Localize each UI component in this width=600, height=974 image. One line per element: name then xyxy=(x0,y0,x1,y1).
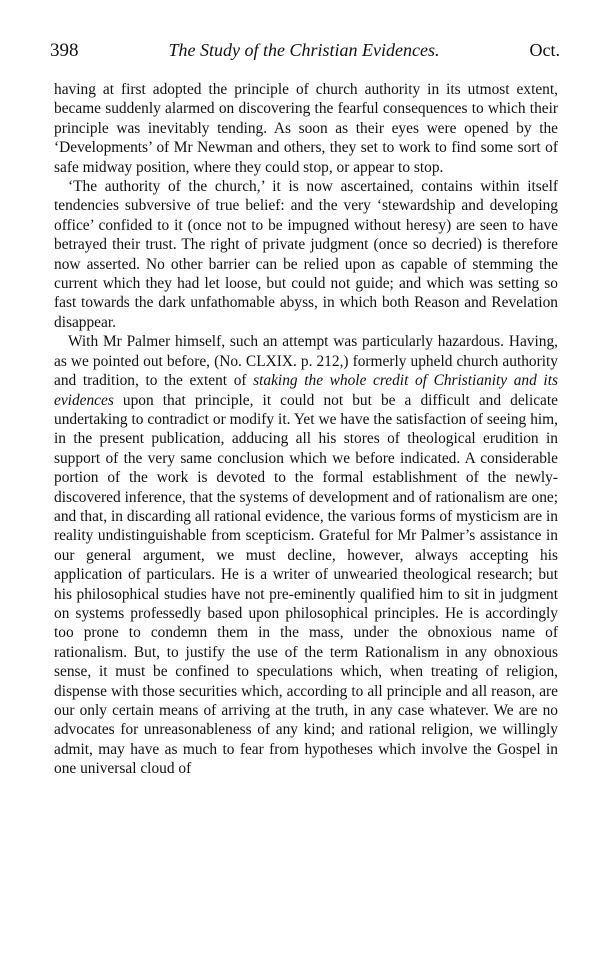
paragraph-3-part-2: upon that principle, it could not but be a difficult and delicate undertaking to contradict or modify it. Yet we have the satisfaction of seeing him, in the present publication, adducing all his stores of theological erudition in support of the very same conclusion which we before indicated. A considerable portion of the work is devoted to the formal establishment of the newly-discovered inference, that the systems of development and of rationalism are one; and that, in discarding all rational evidence, the various forms of mysticism are in reality undistinguishable from scepticism. Grateful for Mr Palmer’s assistance in our general argument, we must decline, however, always accepting his application of particulars. He is a writer of unwearied theological research; but his philosophical studies have not pre-eminently qualified him to sit in judgment on systems professedly based upon philosophical principles. He is accordingly too prone to condemn them in the mass, under the obnoxious name of rationalism. But, to justify the use of the term Rationalism in any obnoxious sense, it must be confined to speculations which, when treating of religion, dispense with those securities which, according to all principle and all reason, are our only certain means of arriving at the truth, in any case whatever. We are no advocates for unreasonableness of any kind; and rational religion, we willingly admit, may have as much to fear from hypotheses which involve the Gospel in one universal cloud of xyxy=(54,391,558,778)
page-number: 398 xyxy=(50,40,79,61)
running-header xyxy=(50,40,560,64)
paragraph-3-emphasis: staking the whole credit of Christianity and its evidences xyxy=(54,372,558,409)
paragraph-3 xyxy=(54,332,558,778)
header-month: Oct. xyxy=(529,40,560,60)
paragraph-2: ‘The authority of the church,’ it is now ascertained, contains within itself tendencies subversive of true belief: and the very ‘stewardship and developing office’ confided to it (once not to be impugned without heresy) are seen to have betrayed their trust. The right of private judgment (once so decried) is therefore now asserted. No other barrier can be relied upon as capable of stemming the current which they had let loose, but could not guide; and which was setting so fast towards the dark unfathomable abyss, in which both Reason and Revelation disappear. xyxy=(54,178,558,331)
paragraph-1: having at first adopted the principle of church authority in its utmost extent, became suddenly alarmed on discovering the fearful consequences to which their principle was inevitably tending. As soon as their eyes were opened by the ‘Developments’ of Mr Newman and others, they set to work to find some sort of safe midway position, where they could stop, or appear to stop. xyxy=(54,81,558,176)
body-text xyxy=(54,80,558,779)
running-title: The Study of the Christian Evidences. xyxy=(168,40,440,60)
paragraph-3-part-1: With Mr Palmer himself, such an attempt was particularly hazardous. Having, as we pointed out before, (No. CLXIX. p. 212,) formerly upheld church authority and tradition, to the extent of xyxy=(54,333,558,390)
